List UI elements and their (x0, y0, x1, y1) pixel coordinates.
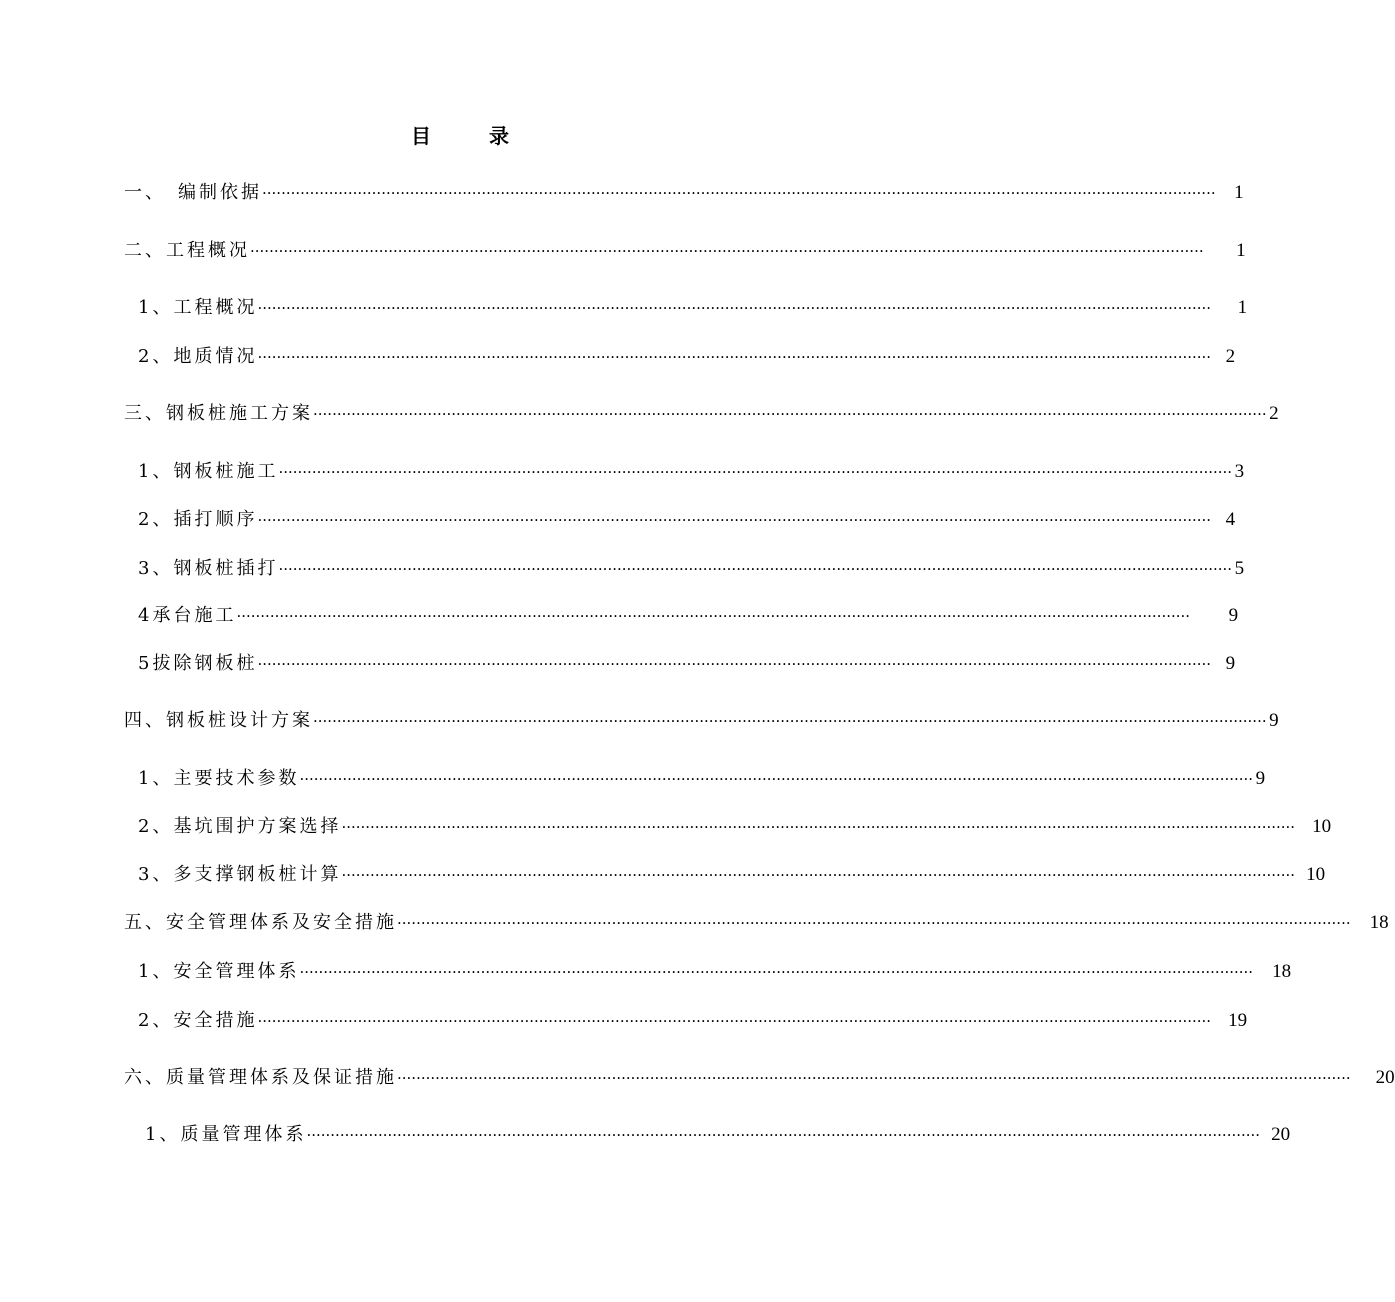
toc-entry[interactable] (124, 401, 1279, 427)
toc-entry-page: 9 (1225, 653, 1236, 674)
toc-entry-label: 五、安全管理体系及安全措施 (124, 912, 397, 933)
toc-entry-label: 3、钢板桩插打 (138, 558, 279, 579)
toc-entry-page: 5 (1234, 558, 1245, 579)
toc-entry-page: 1 (1237, 297, 1248, 318)
toc-entry-page: 9 (1228, 605, 1239, 626)
toc-entry-page: 10 (1306, 864, 1326, 885)
toc-title (0, 122, 920, 150)
toc-leader: ········································································································································································································ (278, 463, 1233, 481)
toc-leader: ········································································································································································································ (236, 607, 1191, 625)
toc-entry[interactable] (138, 507, 1236, 533)
toc-entry-label: 1、质量管理体系 (145, 1124, 307, 1145)
toc-entry-label: 四、钢板桩设计方案 (124, 710, 313, 731)
toc-leader: ········································································································································································································ (257, 348, 1212, 366)
toc-leader: ········································································································································································································ (306, 1126, 1261, 1144)
toc-leader: ········································································································································································································ (257, 1012, 1212, 1030)
toc-entry[interactable] (124, 1065, 1395, 1091)
toc-entry-label: 二、工程概况 (124, 240, 250, 261)
toc-leader: ········································································································································································································ (262, 184, 1216, 202)
toc-leader: ········································································································································································································ (250, 242, 1204, 260)
toc-leader: ········································································································································································································ (397, 914, 1351, 932)
toc-leader: ········································································································································································································ (341, 866, 1296, 884)
toc-entry-label: 2、安全措施 (138, 1010, 258, 1031)
toc-entry-label: 4承台施工 (138, 605, 237, 626)
toc-title-left: 目 (411, 124, 431, 148)
toc-leader: ········································································································································································································ (397, 1069, 1351, 1087)
toc-entry[interactable] (138, 651, 1236, 677)
toc-entry[interactable] (138, 344, 1236, 370)
toc-entry-label: 三、钢板桩施工方案 (124, 403, 313, 424)
toc-entry[interactable] (124, 238, 1246, 264)
toc-entry[interactable] (138, 959, 1292, 985)
toc-entry-label: 2、基坑围护方案选择 (138, 816, 342, 837)
toc-entry-page: 20 (1271, 1124, 1291, 1145)
toc-entry-label: 3、多支撑钢板桩计算 (138, 864, 342, 885)
toc-entry-page: 4 (1225, 509, 1236, 530)
toc-entry[interactable] (138, 814, 1332, 840)
toc-entry[interactable] (138, 862, 1326, 888)
toc-entry[interactable] (138, 295, 1248, 321)
toc-entry-page: 18 (1272, 961, 1292, 982)
toc-entry-page: 9 (1255, 768, 1266, 789)
toc-entry-page: 20 (1375, 1067, 1395, 1088)
toc-entry-label: 1、主要技术参数 (138, 768, 300, 789)
toc-entry[interactable] (138, 766, 1266, 792)
toc-entry-page: 2 (1225, 346, 1236, 367)
toc-entry-label: 1、安全管理体系 (138, 961, 300, 982)
toc-entry[interactable] (138, 556, 1245, 582)
toc-entry-page: 10 (1312, 816, 1332, 837)
toc-leader: ········································································································································································································ (299, 770, 1254, 788)
toc-entry[interactable] (124, 180, 1244, 206)
toc-entry-page: 2 (1269, 403, 1279, 424)
toc-entry-page: 19 (1228, 1010, 1248, 1031)
toc-entry[interactable] (138, 1008, 1248, 1034)
toc-leader: ········································································································································································································ (257, 511, 1212, 529)
toc-entry[interactable] (124, 708, 1279, 734)
toc-leader: ········································································································································································································ (313, 712, 1267, 730)
toc-title-right: 录 (489, 124, 509, 148)
toc-leader: ········································································································································································································ (341, 818, 1296, 836)
toc-leader: ········································································································································································································ (257, 299, 1212, 317)
toc-leader: ········································································································································································································ (299, 963, 1254, 981)
toc-entry-page: 18 (1369, 912, 1389, 933)
toc-entry-page: 3 (1234, 461, 1245, 482)
toc-entry[interactable] (138, 603, 1239, 629)
toc-entry-label: 1、工程概况 (138, 297, 258, 318)
toc-entry[interactable] (124, 910, 1389, 936)
toc-entry-page: 1 (1234, 182, 1244, 203)
toc-entry-label: 1、钢板桩施工 (138, 461, 279, 482)
toc-entry-label: 一、 编制依据 (124, 182, 262, 203)
toc-leader: ········································································································································································································ (313, 405, 1267, 423)
toc-leader: ········································································································································································································ (257, 655, 1212, 673)
toc-leader: ········································································································································································································ (278, 560, 1233, 578)
toc-entry[interactable] (138, 459, 1245, 485)
toc-entry-label: 2、插打顺序 (138, 509, 258, 530)
toc-entry-page: 1 (1236, 240, 1246, 261)
toc-entry[interactable] (145, 1122, 1291, 1148)
toc-entry-page: 9 (1269, 710, 1279, 731)
toc-entry-label: 2、地质情况 (138, 346, 258, 367)
toc-entry-label: 六、质量管理体系及保证措施 (124, 1067, 397, 1088)
toc-entry-label: 5拔除钢板桩 (138, 653, 258, 674)
